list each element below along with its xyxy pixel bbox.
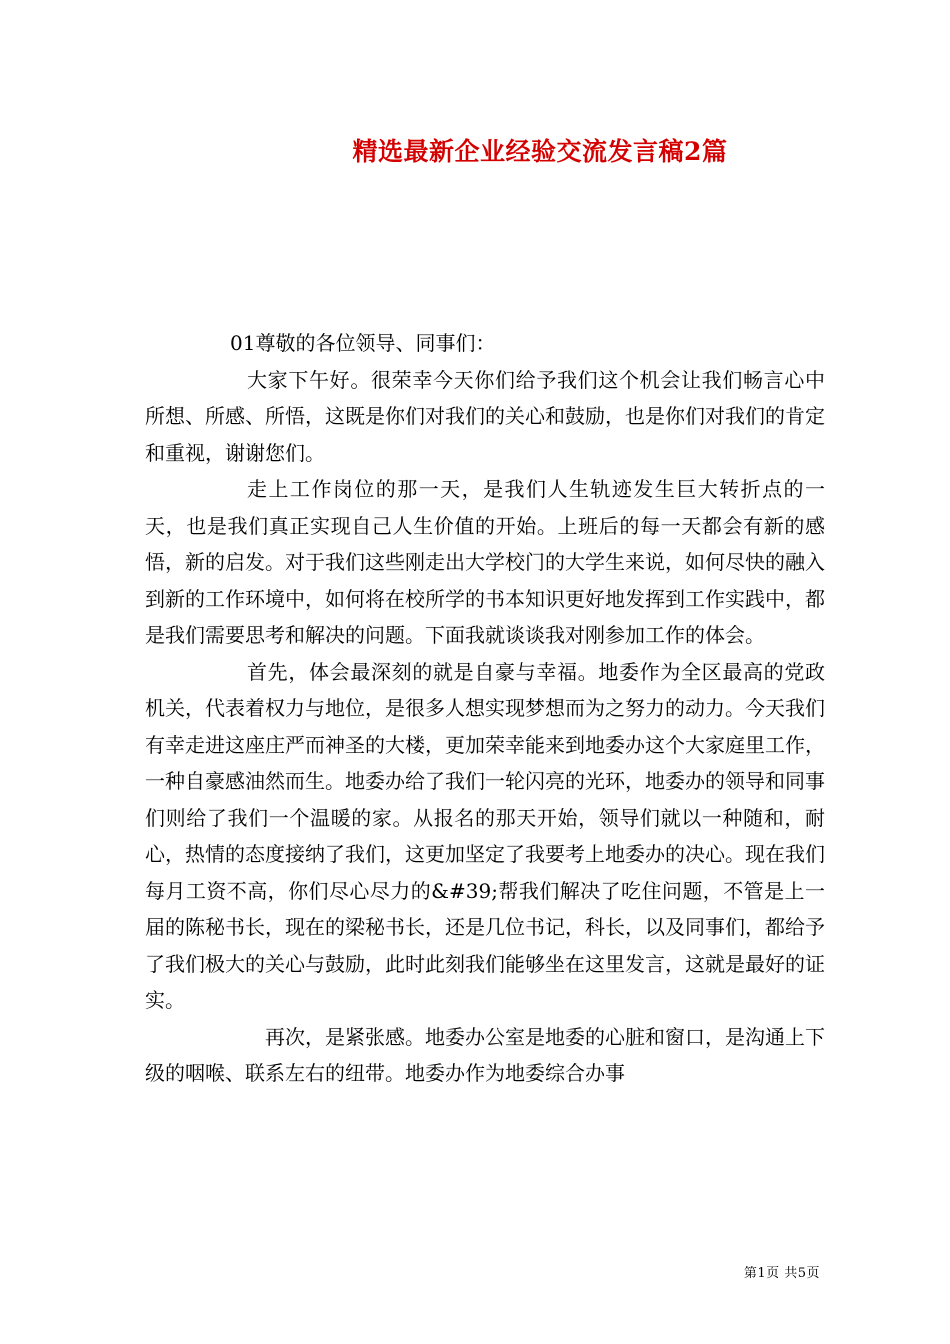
paragraph-4: 再次，是紧张感。地委办公室是地委的心脏和窗口，是沟通上下级的咽喉、联系左右的纽带。地委办作为地委综合办事 [145, 1024, 825, 1085]
paragraph-3: 首先，体会最深刻的就是自豪与幸福。地委作为全区最高的党政机关，代表着权力与地位，是很多人想实现梦想而为之努力的动力。今天我们有幸走进这座庄严而神圣的大楼，更加荣幸能来到地委办这个大家庭里工作，一种自豪感油然而生。地委办给了我们一轮闪亮的光环，地委办的领导和同事们则给了我们一个温暖的家。从报名的那天开始，领导们就以一种随和，耐心，热情的态度接纳了我们，这更加坚定了我要考上地委办的决心。现在我们每月工资不高，你们尽心尽力的&#39;帮我们解决了吃住问题，不管是上一届的陈秘书长，现在的梁秘书长，还是几位书记，科长，以及同事们，都给予了我们极大的关心与鼓励，此时此刻我们能够坐在这里发言，这就是最好的证实。 [145, 659, 825, 1012]
paragraph-2: 走上工作岗位的那一天，是我们人生轨迹发生巨大转折点的一天，也是我们真正实现自己人生价值的开始。上班后的每一天都会有新的感悟，新的启发。对于我们这些刚走出大学校门的大学生来说，如何尽快的融入到新的工作环境中，如何将在校所学的书本知识更好地发挥到工作实践中，都是我们需要思考和解决的问题。下面我就谈谈我对刚参加工作的体会。 [145, 477, 825, 647]
paragraph-1: 大家下午好。很荣幸今天你们给予我们这个机会让我们畅言心中所想、所感、所悟，这既是你们对我们的关心和鼓励，也是你们对我们的肯定和重视，谢谢您们。 [145, 367, 825, 465]
document-title: 精选最新企业经验交流发言稿2篇 [352, 137, 728, 166]
document-body [145, 325, 825, 1092]
page-footer: 第1页 共5页 [743, 1266, 820, 1281]
greeting-line: 01尊敬的各位领导、同事们： [230, 331, 496, 355]
